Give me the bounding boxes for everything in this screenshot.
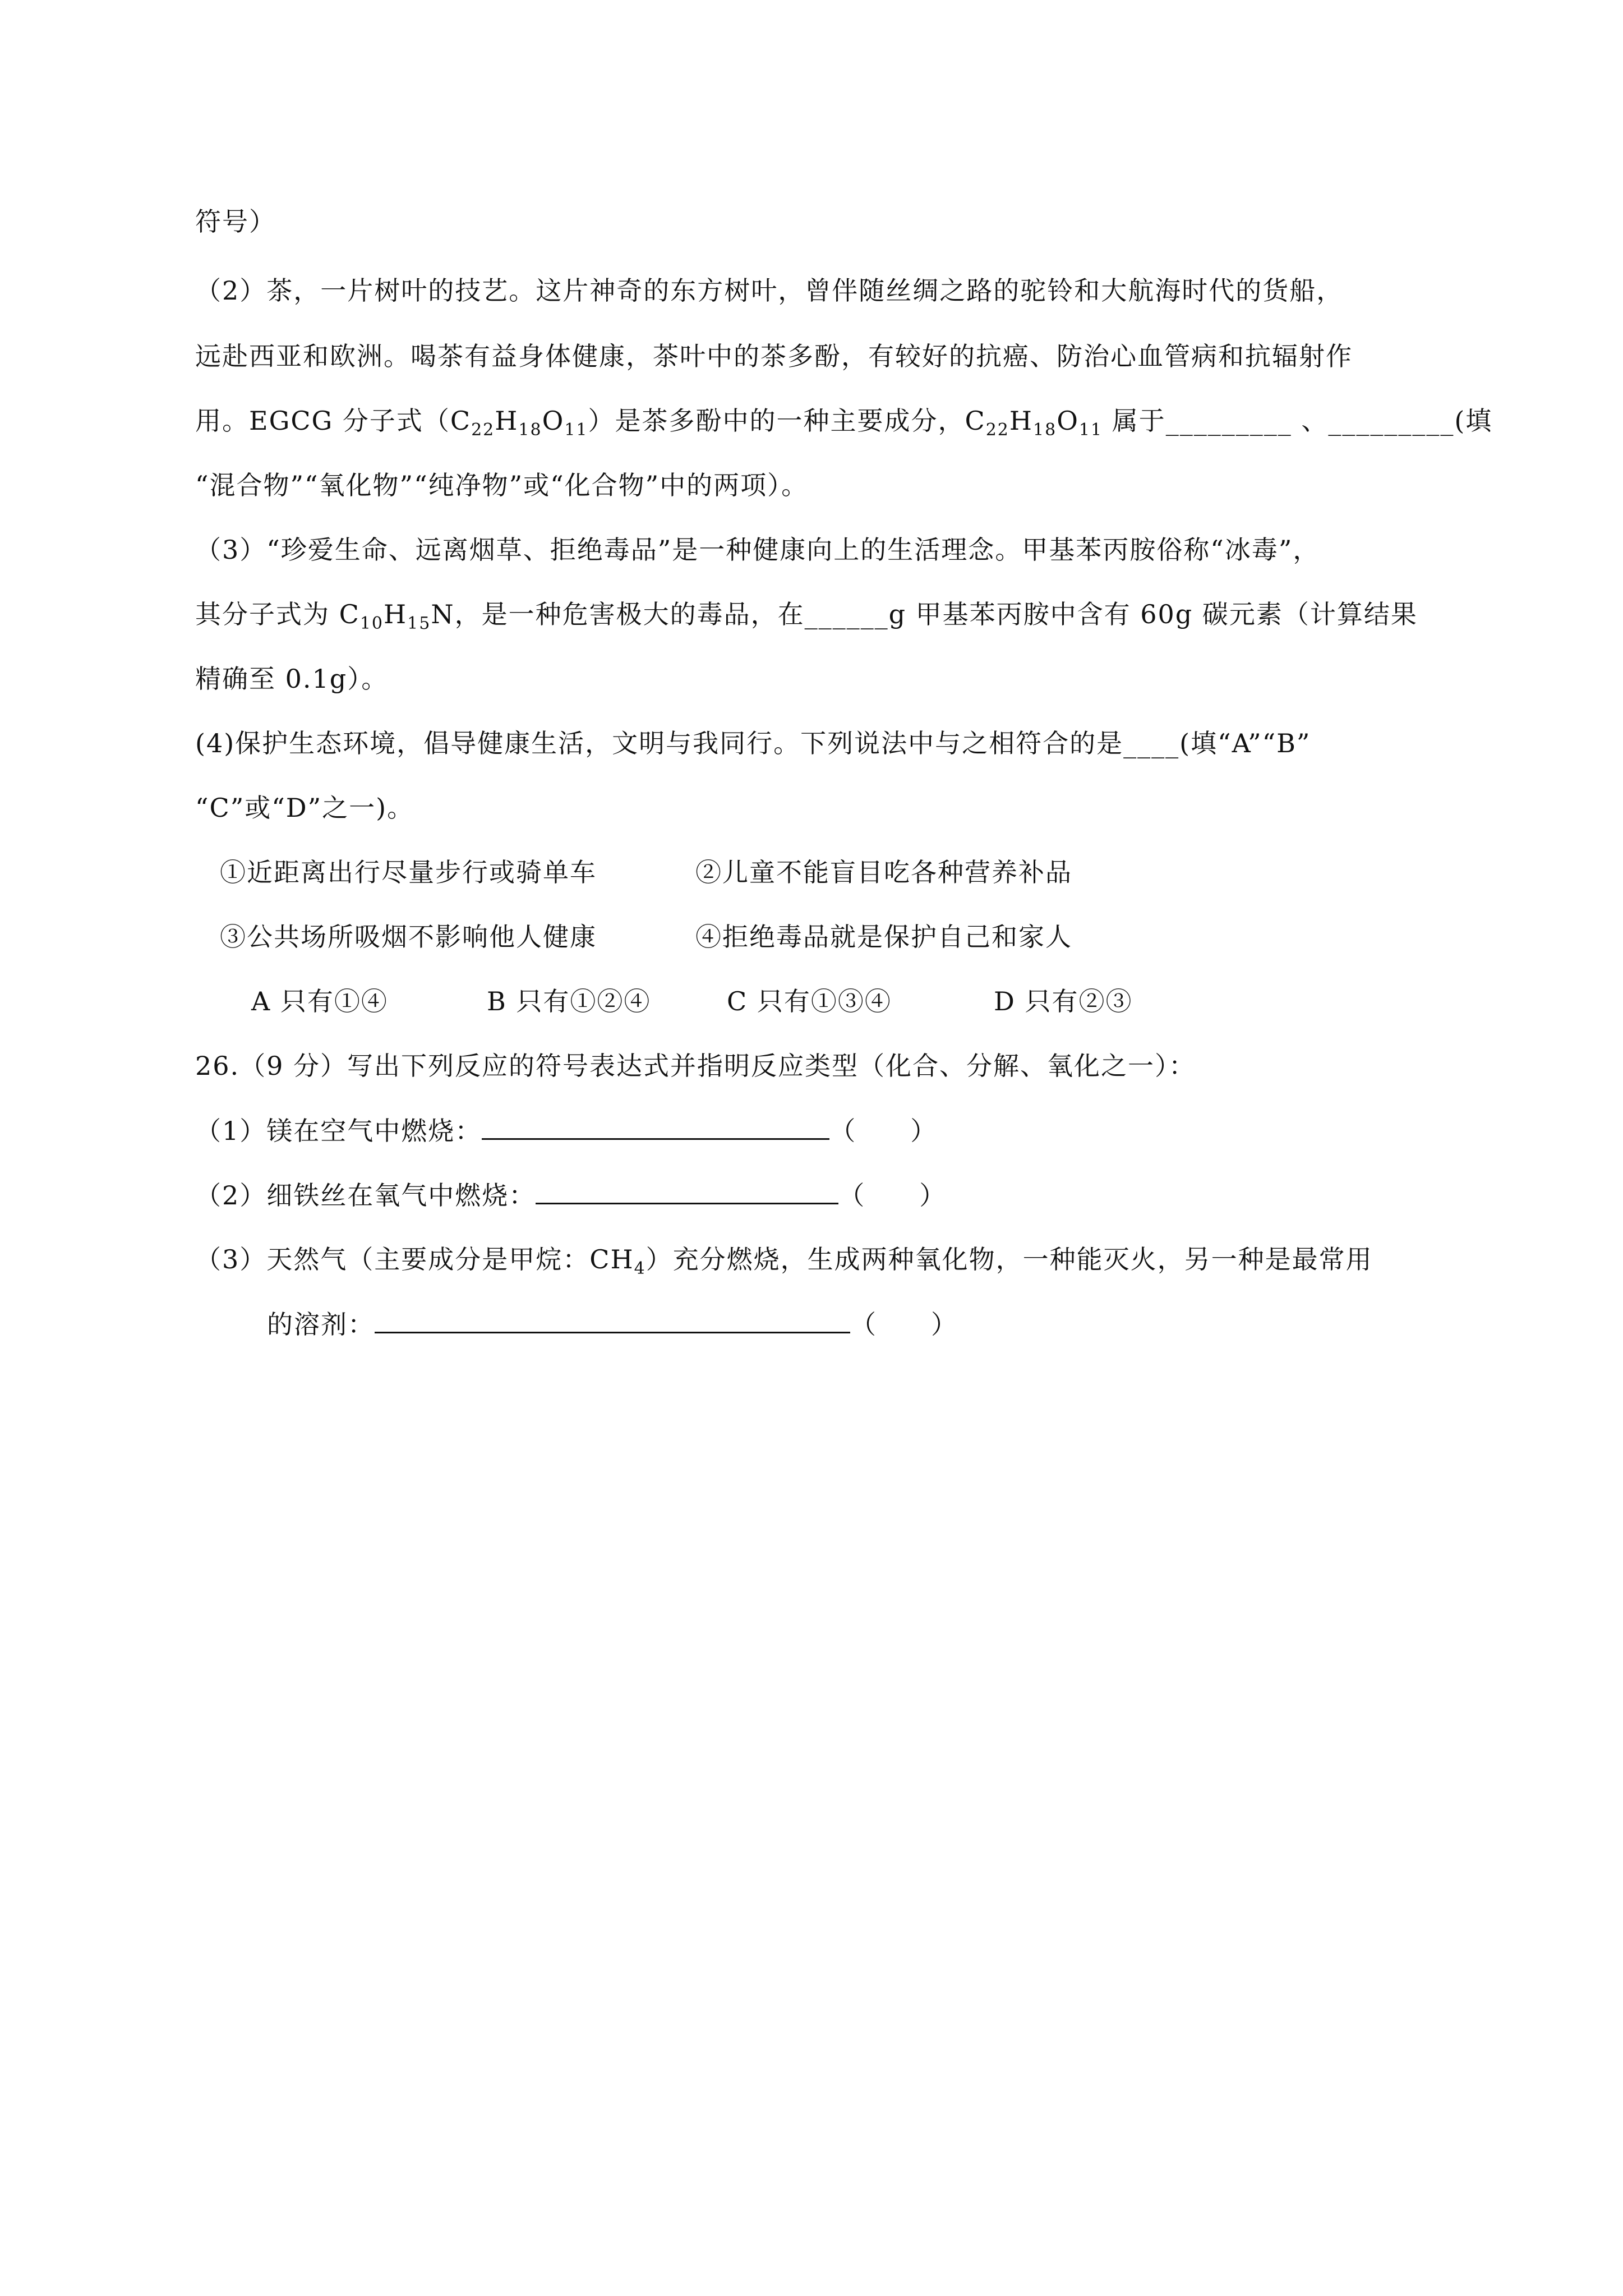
question-26-3-cont: 的溶剂： （ ） [267, 1307, 958, 1341]
text-line: “混合物”“氧化物”“纯净物”或“化合物”中的两项）。 [195, 470, 809, 500]
text-line: (4)保护生态环境，倡导健康生活，文明与我同行。下列说法中与之相符合的是____(填“A”“B” [195, 728, 1311, 758]
text-line: （2）茶，一片树叶的技艺。这片神奇的东方树叶，曾伴随丝绸之路的驼铃和大航海时代的货船， [195, 275, 1344, 306]
answer-line [375, 1307, 850, 1333]
option-a: A 只有①④ [251, 986, 388, 1016]
answer-line [536, 1178, 838, 1204]
question-26-3: （3）天然气（主要成分是甲烷：$CH_4$）充分燃烧，生成两种氧化物，一种能灭火，另一种是最常用 [195, 1244, 1373, 1279]
text-line: 符号） [195, 206, 276, 237]
option-d: D 只有②③ [994, 986, 1133, 1016]
text-line: 远赴西亚和欧洲。喝茶有益身体健康，茶叶中的茶多酚，有较好的抗癌、防治心血管病和抗辐射作 [195, 341, 1353, 371]
text-line-formula: 用。EGCG 分子式$(C_{22}H_{18}O_{11})$是茶多酚中的一种主要成分，$C_{22}H_{18}O_{11}$ 属于_________ 、_________(填 [195, 406, 1493, 440]
statement-2: ②儿童不能盲目吃各种营养补品 [695, 857, 1072, 887]
option-b: B 只有①②④ [487, 986, 651, 1016]
text-line: “C”或“D”之一)。 [195, 793, 414, 823]
option-c: C 只有①③④ [727, 986, 892, 1016]
question-26-2: （2）细铁丝在氧气中燃烧： （ ） [195, 1178, 946, 1212]
question-26-1: （1）镁在空气中燃烧： （ ） [195, 1114, 937, 1148]
statement-3: ③公共场所吸烟不影响他人健康 [220, 922, 597, 952]
text-line-formula: 其分子式为 $C_{10}H_{15}N$，是一种危害极大的毒品，在______g 甲基苯丙胺中含有 60g 碳元素（计算结果 [195, 599, 1418, 634]
question-26-title: 26.（9 分）写出下列反应的符号表达式并指明反应类型（化合、分解、氧化之一）： [195, 1051, 1196, 1081]
text-line: 精确至 0.1g）。 [195, 664, 389, 694]
text-line: （3）“珍爱生命、远离烟草、拒绝毒品”是一种健康向上的生活理念。甲基苯丙胺俗称“冰毒”， [195, 535, 1320, 565]
answer-line [482, 1114, 829, 1140]
statement-4: ④拒绝毒品就是保护自己和家人 [695, 922, 1072, 952]
statement-1: ①近距离出行尽量步行或骑单车 [220, 857, 597, 887]
